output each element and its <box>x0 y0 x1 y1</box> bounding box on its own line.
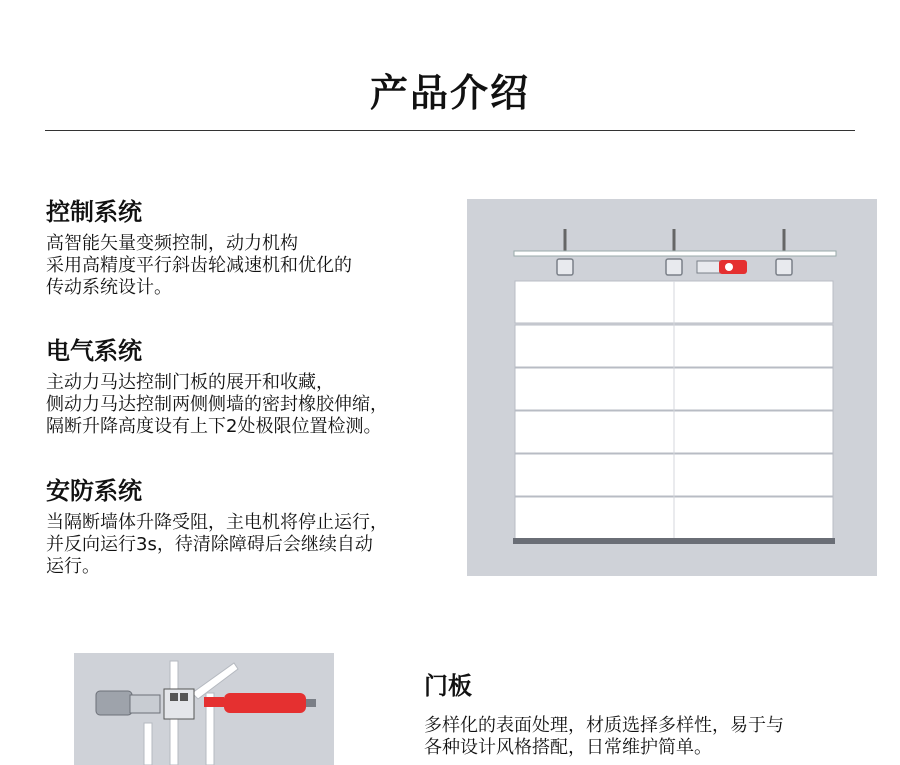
section-electrical-system <box>46 336 446 438</box>
section-text-line: 侧动力马达控制两侧侧墙的密封橡胶伸缩， <box>46 394 388 415</box>
section-door-panel <box>424 671 864 759</box>
section-heading-control: 控制系统 <box>46 198 142 226</box>
section-text-line: 主动力马达控制门板的展开和收藏， <box>46 372 334 393</box>
section-text-line: 各种设计风格搭配，日常维护简单。 <box>424 737 712 758</box>
section-heading-electrical: 电气系统 <box>46 337 142 365</box>
section-text-line: 并反向运行3s，待清除障碍后会继续自动 <box>46 534 373 555</box>
section-control-system <box>46 197 446 299</box>
mechanism-illustration-svg <box>74 653 334 765</box>
title-divider <box>45 130 855 131</box>
section-text-line: 采用高精度平行斜齿轮减速机和优化的 <box>46 255 352 276</box>
section-security-system <box>46 476 446 578</box>
section-text-line: 运行。 <box>46 556 100 577</box>
door-illustration-svg <box>467 199 877 576</box>
section-text-line: 当隔断墙体升降受阻，主电机将停止运行， <box>46 512 388 533</box>
drive-mechanism-illustration <box>74 653 334 765</box>
lifting-partition-door-illustration <box>467 199 877 576</box>
section-text-line: 传动系统设计。 <box>46 277 172 298</box>
section-heading-door-panel: 门板 <box>424 672 472 700</box>
section-text-line: 多样化的表面处理，材质选择多样性，易于与 <box>424 715 784 736</box>
section-heading-security: 安防系统 <box>46 477 142 505</box>
section-text-line: 隔断升降高度设有上下2处极限位置检测。 <box>46 416 382 437</box>
page-title: 产品介绍 <box>369 71 530 115</box>
section-text-line: 高智能矢量变频控制，动力机构 <box>46 233 298 254</box>
